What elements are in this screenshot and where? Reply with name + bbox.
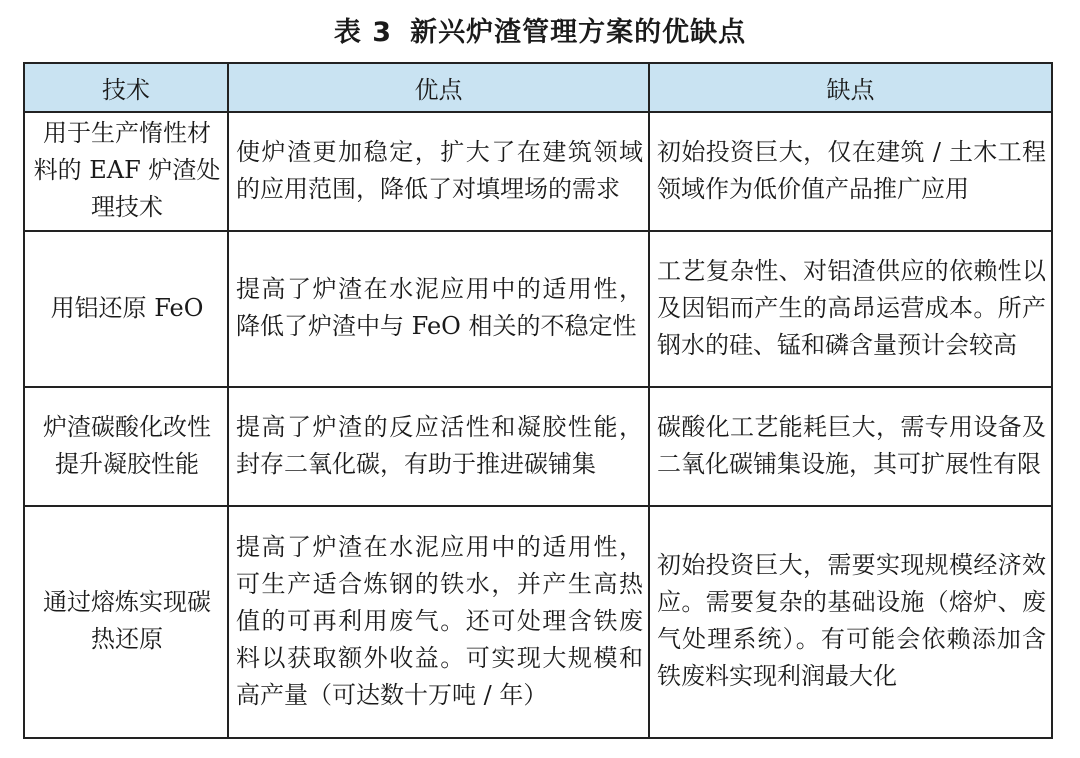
advantages-cell: 提高了炉渣在水泥应用中的适用性，可生产适合炼钢的铁水，并产生高热值的可再利用废气。还可处理含铁废料以获取额外收益。可实现大规模和高产量（可达数十万吨 / 年） [228, 506, 649, 738]
technology-cell: 炉渣碳酸化改性提升凝胶性能 [24, 387, 228, 506]
table-row [24, 112, 1052, 231]
disadvantages-cell: 碳酸化工艺能耗巨大，需专用设备及二氧化碳铺集设施，其可扩展性有限 [649, 387, 1052, 506]
table-title: 新兴炉渣管理方案的优缺点 [410, 17, 747, 48]
disadvantages-cell: 初始投资巨大，需要实现规模经济效应。需要复杂的基础设施（熔炉、废气处理系统）。有可能会依赖添加含铁废料实现利润最大化 [649, 506, 1052, 738]
header-technology: 技术 [24, 63, 228, 112]
comparison-table [23, 62, 1053, 739]
technology-cell: 用于生产惰性材料的 EAF 炉渣处理技术 [24, 112, 228, 231]
disadvantages-cell: 初始投资巨大，仅在建筑 / 土木工程领域作为低价值产品推广应用 [649, 112, 1052, 231]
technology-cell: 通过熔炼实现碳热还原 [24, 506, 228, 738]
table-row [24, 387, 1052, 506]
header-advantages: 优点 [228, 63, 649, 112]
header-row [24, 63, 1052, 112]
header-disadvantages: 缺点 [649, 63, 1052, 112]
table-number: 表 3 [333, 17, 393, 48]
advantages-cell: 提高了炉渣在水泥应用中的适用性，降低了炉渣中与 FeO 相关的不稳定性 [228, 231, 649, 387]
table-caption [0, 10, 1080, 49]
disadvantages-cell: 工艺复杂性、对铝渣供应的依赖性以及因铝而产生的高昂运营成本。所产钢水的硅、锰和磷含量预计会较高 [649, 231, 1052, 387]
advantages-cell: 提高了炉渣的反应活性和凝胶性能，封存二氧化碳，有助于推进碳铺集 [228, 387, 649, 506]
technology-cell: 用铝还原 FeO [24, 231, 228, 387]
advantages-cell: 使炉渣更加稳定，扩大了在建筑领域的应用范围，降低了对填埋场的需求 [228, 112, 649, 231]
table-row [24, 231, 1052, 387]
table-row [24, 506, 1052, 738]
